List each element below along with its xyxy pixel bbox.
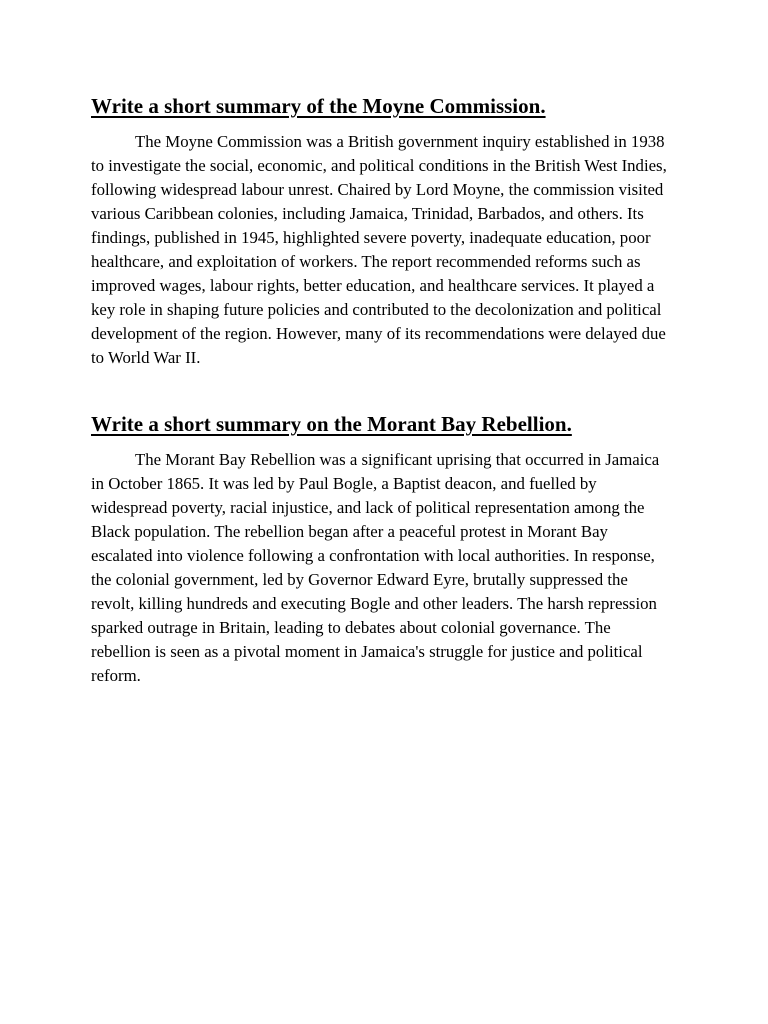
section-morant-bay-rebellion <box>91 408 673 688</box>
section-paragraph: The Morant Bay Rebellion was a significant uprising that occurred in Jamaica in October 1865. It was led by Paul Bogle, a Baptist deacon, and fuelled by widespread poverty, racial injustice, and lack of political representation among the Black population. The rebellion began after a peaceful protest in Morant Bay escalated into violence following a confrontation with local authorities. In response, the colonial government, led by Governor Edward Eyre, brutally suppressed the revolt, killing hundreds and executing Bogle and other leaders. The harsh repression sparked outrage in Britain, leading to debates about colonial governance. The rebellion is seen as a pivotal moment in Jamaica's struggle for justice and political reform. <box>91 450 660 685</box>
section-moyne-commission <box>91 90 673 370</box>
section-heading: Write a short summary on the Morant Bay Rebellion. <box>91 412 572 436</box>
document-body <box>91 90 673 688</box>
section-heading: Write a short summary of the Moyne Commission. <box>91 94 546 118</box>
section-paragraph: The Moyne Commission was a British government inquiry established in 1938 to investigate the social, economic, and political conditions in the British West Indies, following widespread labour unrest. Chaired by Lord Moyne, the commission visited various Caribbean colonies, including Jamaica, Trinidad, Barbados, and others. Its findings, published in 1945, highlighted severe poverty, inadequate education, poor healthcare, and exploitation of workers. The report recommended reforms such as improved wages, labour rights, better education, and healthcare services. It played a key role in shaping future policies and contributed to the decolonization and political development of the region. However, many of its recommendations were delayed due to World War II. <box>91 132 667 367</box>
